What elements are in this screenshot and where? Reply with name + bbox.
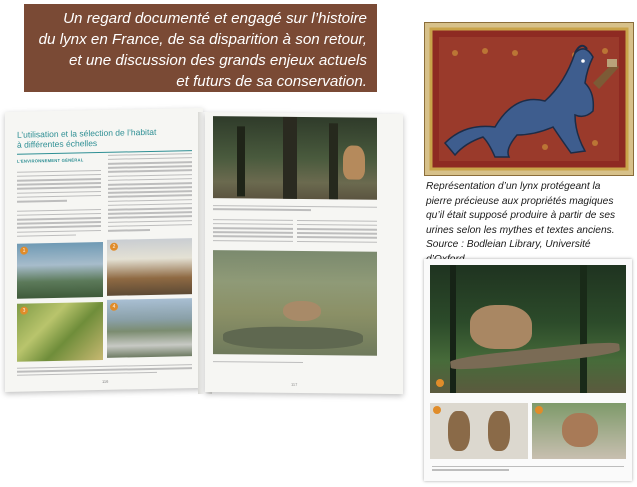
section-heading: L’ENVIRONNEMENT GÉNÉRAL [17,157,84,164]
text-column-a [213,216,293,245]
panel-marker-paw-2 [535,406,543,414]
promo-banner [24,4,377,92]
photo-forest-lynx [213,116,377,200]
photo-town-valley [107,298,192,358]
page-title-line-2: à différentes échelles [17,138,98,150]
banner-line-4: et futurs de sa conservation. [176,73,367,90]
figure-caption-bottom [213,358,377,366]
photo-lynx-log [430,265,626,393]
figure-caption-left [17,361,192,379]
illumination-caption [426,180,634,267]
lynx-figure [343,145,365,179]
caption-line-3: qu’il était supposé produire à partir de ses [426,210,616,221]
book-spread [5,104,403,396]
panel-marker-1: 1 [20,247,28,255]
caption-line-4: urines selon les mythes et textes anciens. [426,224,615,236]
fallen-log [450,340,621,372]
photo-meadow-lynx [213,250,377,356]
caption-line-1: Représentation d’un lynx protégeant la [426,181,601,192]
photo-farmland [17,302,103,362]
photo-marker [436,379,444,387]
panel-marker-2: 2 [110,243,118,251]
caption-line-2: pierre précieuse aux propriétés magiques [426,195,614,207]
page-number-right: 117 [291,381,298,387]
figure-caption-preview [432,463,624,473]
panel-marker-4: 4 [110,303,118,311]
illumination-image [424,22,634,176]
figure-caption-top [213,202,377,214]
left-page [5,108,203,392]
page-number-left: 116 [102,378,109,384]
lynx-figure-meadow [283,301,321,321]
banner-line-1: Un regard documenté et engagé sur l’histoire [63,10,367,27]
photo-paw-prints [430,403,528,459]
text-column-b [297,217,377,246]
photo-paw-hand [532,403,626,459]
caption-source: Source : Bodleian Library, Université [426,239,591,250]
panel-marker-paw-1 [433,406,441,414]
page-preview [424,259,632,481]
banner-line-3: et une discussion des grands enjeux actuels [68,52,367,69]
banner-line-2: du lynx en France, de sa disparition à son retour, [38,31,367,48]
right-page [205,112,403,394]
page-title-line-1: L’utilisation et la sélection de l’habitat [17,126,157,140]
photo-mountain-valley [17,242,103,299]
lynx-figure-log [470,305,532,349]
panel-marker-3: 3 [20,307,28,315]
photo-fog-forest [107,238,192,296]
text-column-left [17,167,101,240]
text-column-right [108,150,192,234]
